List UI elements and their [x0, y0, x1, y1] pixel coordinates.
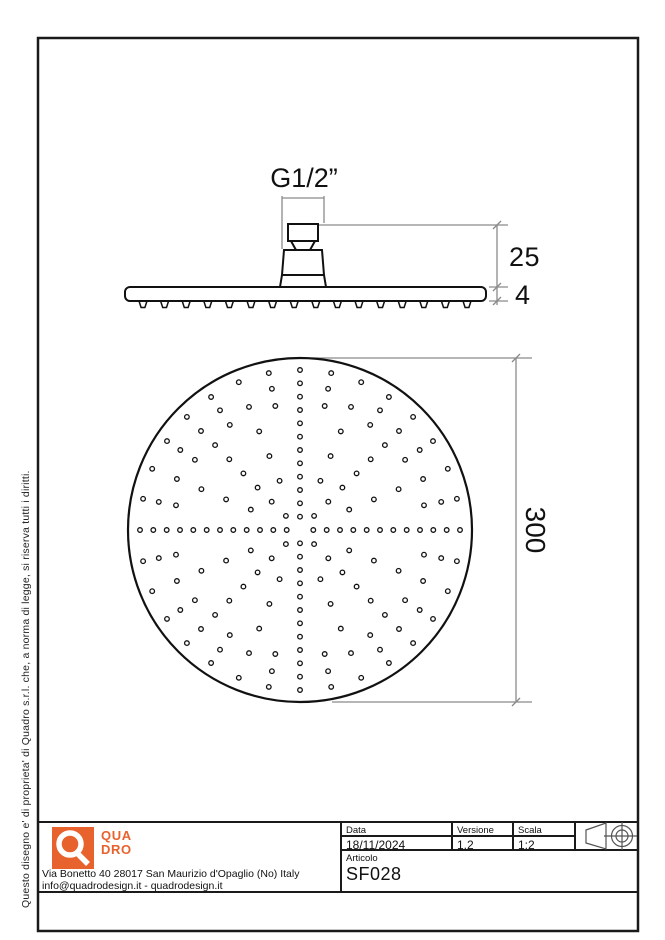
connector-waist — [291, 241, 315, 250]
version-label: Versione — [457, 824, 494, 836]
connector-foot — [280, 275, 326, 287]
logo-word-bottom: DRO — [101, 842, 132, 857]
thread-fitting — [288, 224, 318, 241]
dimension-300: 300 — [520, 506, 551, 554]
scale-label: Scala — [518, 824, 542, 836]
company-address: Via Bonetto 40 28017 San Maurizio d'Opaglio (No) Italy — [42, 868, 300, 880]
date-value: 18/11/2024 — [346, 837, 406, 852]
quadro-logo-icon — [52, 827, 94, 869]
date-label: Data — [346, 824, 367, 836]
company-contacts: info@quadrodesign.it - quadrodesign.it — [42, 879, 223, 892]
connector-body — [282, 250, 324, 275]
shower-plate — [125, 287, 486, 301]
dimension-4: 4 — [515, 280, 531, 310]
projection-symbol-icon — [586, 822, 637, 850]
scale-value: 1:2 — [518, 837, 535, 852]
thread-size-label: G1/2” — [270, 163, 338, 193]
logo-word-top: QUA — [101, 828, 132, 843]
ownership-note: Questo disegno e' di proprieta' di Quadro s.r.l. che, a norma di legge, si riserva tutti i diritti. — [20, 470, 32, 908]
shower-head-side-view — [125, 224, 486, 308]
version-value: 1.2 — [457, 837, 474, 852]
article-code: SF028 — [346, 864, 402, 884]
article-label: Articolo — [346, 853, 378, 864]
dimension-25: 25 — [509, 242, 541, 272]
